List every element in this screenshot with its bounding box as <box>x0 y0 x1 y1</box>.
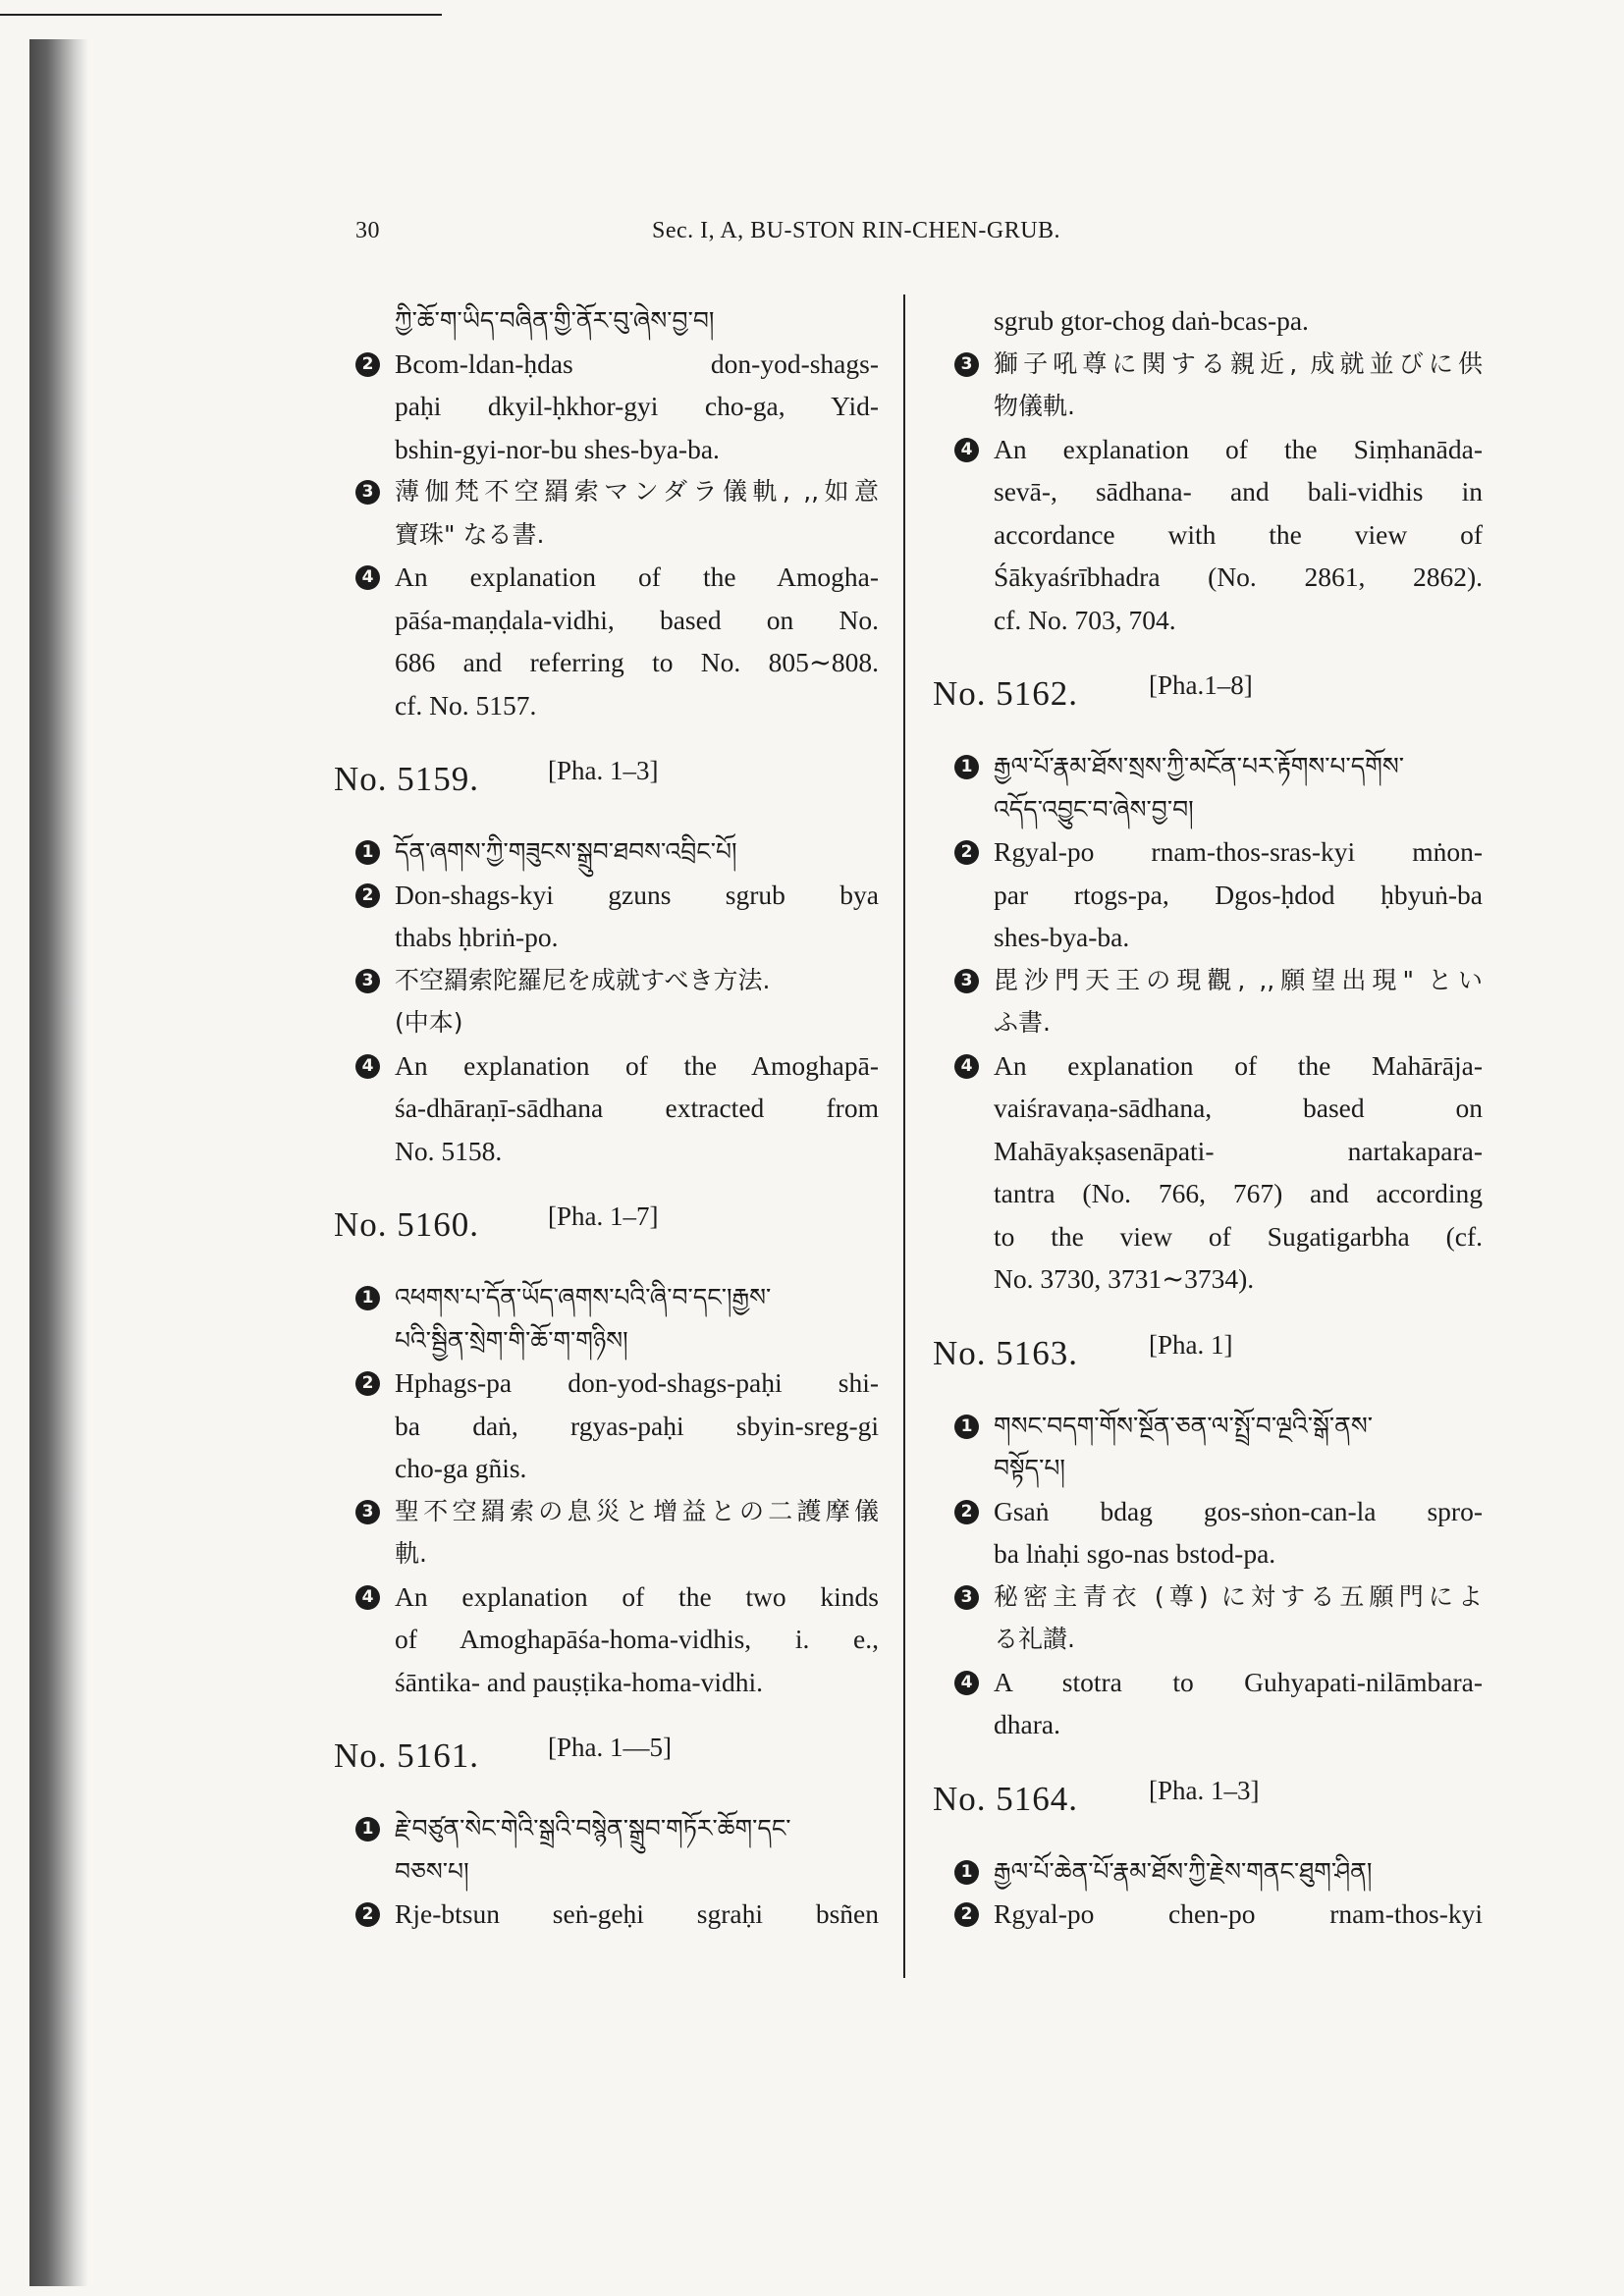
item-description: 4 An explanation of the Mahārāja- vaiśravaṇa-sādhana, based on Mahāyakṣasenāpati- nartakapara- tantra (No. 766, 767) and according to the view of Sugatigarbha (cf. No. 3730, 3731∼3734). <box>933 1044 1483 1301</box>
entry-heading-5162 <box>933 670 1483 720</box>
marker-2: 2 <box>954 840 979 865</box>
marker-3: 3 <box>355 1500 380 1524</box>
marker-3: 3 <box>954 1585 979 1610</box>
marker-1: 1 <box>355 1286 380 1310</box>
entry-number: No. 5160. <box>334 1205 480 1244</box>
item-romanized: 2 Bcom-ldan-ḥdas don-yod-shags- paḥi dkyil-ḥkhor-gyi cho-ga, Yid- bshin-gyi-nor-bu shes-bya-ba. <box>334 343 879 471</box>
marker-3: 3 <box>954 352 979 377</box>
continued-romanized: sgrub gtor-chog daṅ-bcas-pa. <box>994 305 1309 336</box>
continued-tibetan: ཀྱི་ཆོ་ག་ཡིད་བཞིན་གྱི་ནོར་བུ་ཞེས་བྱ་བ། <box>395 306 715 335</box>
column-divider <box>903 294 905 1978</box>
entry-reference: [Pha. 1–7] <box>548 1201 659 1231</box>
top-rule <box>0 14 442 16</box>
item-romanized: 2 Gsaṅ bdag gos-sṅon-can-la spro- ba lṅaḥi sgo-nas bstod-pa. <box>933 1490 1483 1575</box>
item-description: 4 An explanation of the Amogha- pāśa-maṇḍala-vidhi, based on No. 686 and referring to No. 805∼808. cf. No. 5157. <box>334 556 879 726</box>
item-romanized: 2 Don-shags-kyi gzuns sgrub bya thabs ḥbriṅ-po. <box>334 874 879 959</box>
item-tibetan: 1 རྒྱལ་པོ་རྣམ་ཐོས་སྲས་ཀྱི་མངོན་པར་རྟོགས་པ་དགོས་ འདོད་འབྱུང་བ་ཞེས་བྱ་བ། <box>933 745 1483 830</box>
entry-reference: [Pha.1–8] <box>1149 670 1253 700</box>
marker-2: 2 <box>355 1902 380 1927</box>
marker-4: 4 <box>954 438 979 462</box>
entry-heading-5161 <box>334 1733 879 1782</box>
marker-1: 1 <box>954 755 979 779</box>
entry-reference: [Pha. 1–3] <box>1149 1775 1260 1805</box>
marker-1: 1 <box>954 1860 979 1885</box>
marker-1: 1 <box>355 1817 380 1842</box>
entry-heading-5160 <box>334 1201 879 1251</box>
item-romanized: 2 Hphags-pa don-yod-shags-paḥi shi- ba daṅ, rgyas-paḥi sbyin-sreg-gi cho-ga gñis. <box>334 1362 879 1490</box>
marker-4: 4 <box>954 1671 979 1695</box>
item-romanized: 2 Rgyal-po chen-po rnam-thos-kyi <box>933 1893 1483 1936</box>
marker-4: 4 <box>954 1054 979 1079</box>
marker-3: 3 <box>954 969 979 993</box>
item-japanese: 3 獅子吼尊に関する親近, 成就並びに供 物儀軌. <box>933 343 1483 428</box>
item-tibetan: 1 དོན་ཞགས་ཀྱི་གཟུངས་སྒྲུབ་ཐབས་འབྲིང་པོ། <box>334 830 879 874</box>
entry-number: No. 5159. <box>334 760 480 798</box>
item-tibetan: 1 རྗེ་བཙུན་སེང་གེའི་སྒྲའི་བསྙེན་སྒྲུབ་གཏོར་ཆོག་དང་ བཅས་པ། <box>334 1807 879 1893</box>
marker-1: 1 <box>355 840 380 865</box>
marker-2: 2 <box>954 1902 979 1927</box>
entry-number: No. 5163. <box>933 1333 1079 1372</box>
marker-2: 2 <box>355 352 380 377</box>
marker-4: 4 <box>355 1585 380 1610</box>
book-binding-shadow <box>29 39 88 2286</box>
item-tibetan: 1 གསང་བདག་གོས་སྔོན་ཅན་ལ་སྤྲོ་བ་ལྔའི་སྒོ་ནས་ བསྟོད་པ། <box>933 1405 1483 1490</box>
item-tibetan: 1 རྒྱལ་པོ་ཆེན་པོ་རྣམ་ཐོས་ཀྱི་རྗེས་གནང་ཐུག་ཤིན། <box>933 1850 1483 1894</box>
entry-number: No. 5162. <box>933 674 1079 713</box>
marker-2: 2 <box>355 1371 380 1396</box>
marker-1: 1 <box>954 1415 979 1439</box>
marker-2: 2 <box>355 883 380 908</box>
right-column <box>933 299 1483 1936</box>
item-japanese: 3 不空羂索陀羅尼を成就すべき方法. (中本) <box>334 959 879 1044</box>
item-japanese: 3 毘沙門天王の現觀, ,,願望出現" とい ふ書. <box>933 959 1483 1044</box>
marker-4: 4 <box>355 565 380 590</box>
item-tibetan: 1 འཕགས་པ་དོན་ཡོད་ཞགས་པའི་ཞི་བ་དང་།རྒྱས་ པའི་སྦྱིན་སྲེག་གི་ཆོ་ག་གཉིས། <box>334 1276 879 1362</box>
entry-heading-5159 <box>334 756 879 805</box>
page-header <box>0 214 1624 253</box>
entry-reference: [Pha. 1] <box>1149 1329 1233 1360</box>
marker-3: 3 <box>355 969 380 993</box>
entry-reference: [Pha. 1–3] <box>548 756 659 785</box>
item-japanese: 3 秘密主青衣 (尊) に対する五願門によ る礼讃. <box>933 1575 1483 1661</box>
marker-4: 4 <box>355 1054 380 1079</box>
item-romanized: 2 Rgyal-po rnam-thos-sras-kyi mṅon- par rtogs-pa, Dgos-ḥdod ḥbyuṅ-ba shes-bya-ba. <box>933 830 1483 959</box>
entry-number: No. 5161. <box>334 1736 480 1775</box>
entry-heading-5164 <box>933 1775 1483 1825</box>
item-description: 4 An explanation of the Amoghapā- śa-dhāraṇī-sādhana extracted from No. 5158. <box>334 1044 879 1173</box>
entry-heading-5163 <box>933 1329 1483 1379</box>
item-japanese: 3 薄伽梵不空羂索マンダラ儀軌, ,,如意 寶珠" なる書. <box>334 470 879 556</box>
left-column <box>334 299 879 1936</box>
running-title: Sec. I, A, BU-STON RIN-CHEN-GRUB. <box>652 218 1061 243</box>
item-romanized: 2 Rje-btsun seṅ-geḥi sgraḥi bsñen <box>334 1893 879 1936</box>
item-description: 4 A stotra to Guhyapati-nilāmbara- dhara. <box>933 1661 1483 1746</box>
entry-number: No. 5164. <box>933 1779 1079 1818</box>
marker-3: 3 <box>355 480 380 505</box>
marker-2: 2 <box>954 1500 979 1524</box>
entry-reference: [Pha. 1—5] <box>548 1733 672 1762</box>
item-japanese: 3 聖不空羂索の息災と增益との二護摩儀 軌. <box>334 1490 879 1575</box>
item-description: 4 An explanation of the Siṃhanāda- sevā-, sādhana- and bali-vidhis in accordance with the view of Śākyaśrībhadra (No. 2861, 2862). cf. No. 703, 704. <box>933 428 1483 642</box>
page-number: 30 <box>355 218 380 243</box>
item-description: 4 An explanation of the two kinds of Amoghapāśa-homa-vidhis, i. e., śāntika- and pauṣṭika-homa-vidhi. <box>334 1575 879 1704</box>
